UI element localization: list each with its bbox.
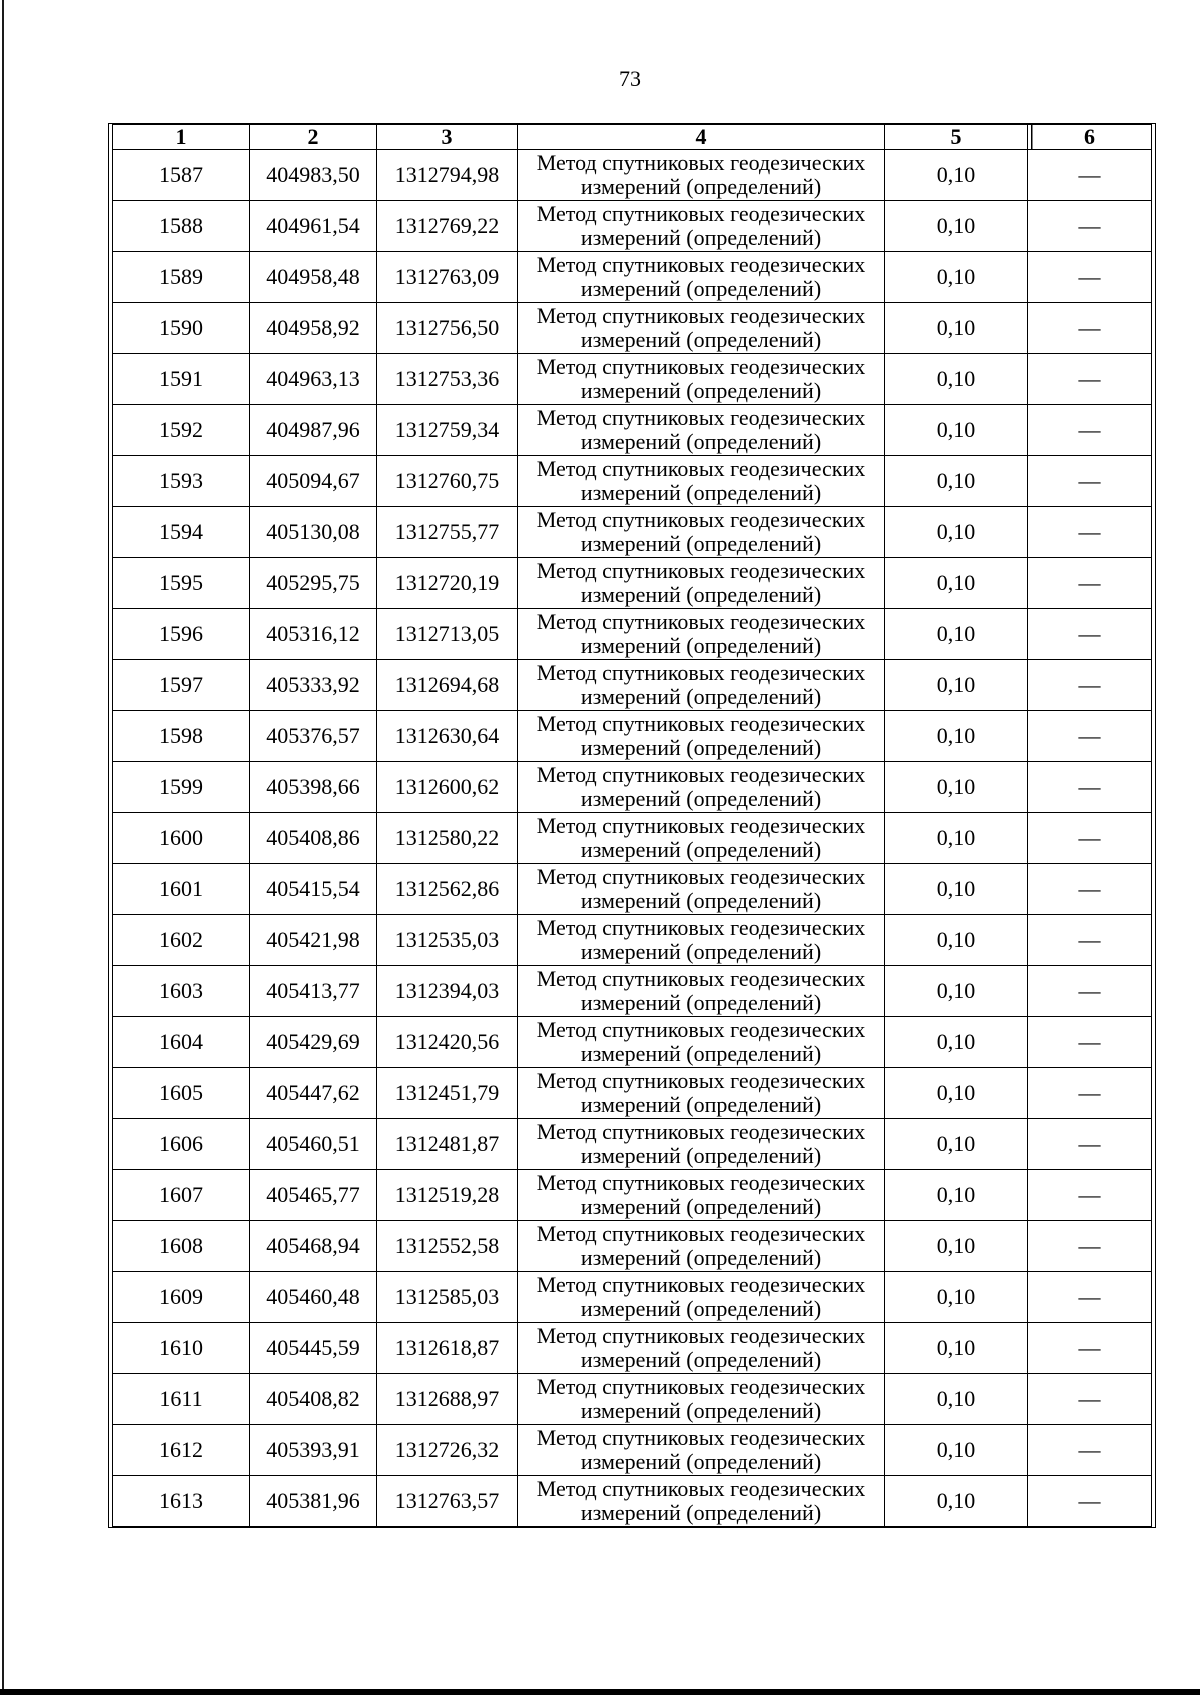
cell-col-4: Метод спутниковых геодезических измерений (определений) <box>518 864 885 915</box>
cell-col-4: Метод спутниковых геодезических измерений (определений) <box>518 1068 885 1119</box>
cell-col-2: 405381,96 <box>250 1476 377 1527</box>
cell-col-6: — <box>1028 711 1152 762</box>
cell-col-3: 1312720,19 <box>377 558 518 609</box>
cell-col-3: 1312618,87 <box>377 1323 518 1374</box>
cell-col-3: 1312726,32 <box>377 1425 518 1476</box>
cell-col-4: Метод спутниковых геодезических измерений (определений) <box>518 966 885 1017</box>
cell-col-2: 405429,69 <box>250 1017 377 1068</box>
cell-col-5: 0,10 <box>885 405 1028 456</box>
table-row <box>113 507 1152 558</box>
cell-col-2: 404958,92 <box>250 303 377 354</box>
table-row <box>113 1119 1152 1170</box>
cell-col-1: 1603 <box>113 966 250 1017</box>
cell-col-1: 1607 <box>113 1170 250 1221</box>
cell-col-1: 1596 <box>113 609 250 660</box>
cell-col-5: 0,10 <box>885 1017 1028 1068</box>
cell-col-4: Метод спутниковых геодезических измерений (определений) <box>518 762 885 813</box>
cell-col-2: 405316,12 <box>250 609 377 660</box>
cell-col-1: 1589 <box>113 252 250 303</box>
cell-col-3: 1312763,57 <box>377 1476 518 1527</box>
cell-col-4: Метод спутниковых геодезических измерений (определений) <box>518 609 885 660</box>
cell-col-5: 0,10 <box>885 252 1028 303</box>
cell-col-2: 405376,57 <box>250 711 377 762</box>
cell-col-4: Метод спутниковых геодезических измерений (определений) <box>518 660 885 711</box>
cell-col-4: Метод спутниковых геодезических измерений (определений) <box>518 1221 885 1272</box>
table-row <box>113 354 1152 405</box>
cell-col-3: 1312769,22 <box>377 201 518 252</box>
cell-col-1: 1611 <box>113 1374 250 1425</box>
cell-col-2: 405445,59 <box>250 1323 377 1374</box>
cell-col-5: 0,10 <box>885 660 1028 711</box>
cell-col-2: 404961,54 <box>250 201 377 252</box>
cell-col-5: 0,10 <box>885 1374 1028 1425</box>
table-row <box>113 1170 1152 1221</box>
cell-col-6: — <box>1028 1221 1152 1272</box>
cell-col-6: — <box>1028 201 1152 252</box>
column-header-3: 3 <box>377 125 518 150</box>
cell-col-2: 405094,67 <box>250 456 377 507</box>
cell-col-6: — <box>1028 1119 1152 1170</box>
cell-col-3: 1312759,34 <box>377 405 518 456</box>
cell-col-1: 1605 <box>113 1068 250 1119</box>
cell-col-2: 405398,66 <box>250 762 377 813</box>
cell-col-2: 404987,96 <box>250 405 377 456</box>
cell-col-1: 1602 <box>113 915 250 966</box>
table-row <box>113 252 1152 303</box>
cell-col-2: 405460,51 <box>250 1119 377 1170</box>
cell-col-4: Метод спутниковых геодезических измерений (определений) <box>518 354 885 405</box>
cell-col-3: 1312755,77 <box>377 507 518 558</box>
cell-col-5: 0,10 <box>885 813 1028 864</box>
cell-col-2: 405468,94 <box>250 1221 377 1272</box>
cell-col-5: 0,10 <box>885 1323 1028 1374</box>
cell-col-5: 0,10 <box>885 303 1028 354</box>
cell-col-5: 0,10 <box>885 1272 1028 1323</box>
cell-col-6: — <box>1028 558 1152 609</box>
cell-col-5: 0,10 <box>885 1170 1028 1221</box>
table-row <box>113 711 1152 762</box>
table-row <box>113 660 1152 711</box>
cell-col-6: — <box>1028 966 1152 1017</box>
cell-col-4: Метод спутниковых геодезических измерений (определений) <box>518 1323 885 1374</box>
cell-col-6: — <box>1028 303 1152 354</box>
cell-col-6: — <box>1028 660 1152 711</box>
cell-col-3: 1312713,05 <box>377 609 518 660</box>
cell-col-1: 1600 <box>113 813 250 864</box>
cell-col-4: Метод спутниковых геодезических измерений (определений) <box>518 1272 885 1323</box>
cell-col-6: — <box>1028 1374 1152 1425</box>
table-row <box>113 915 1152 966</box>
cell-col-5: 0,10 <box>885 1425 1028 1476</box>
cell-col-6: — <box>1028 1323 1152 1374</box>
cell-col-1: 1597 <box>113 660 250 711</box>
table-row <box>113 609 1152 660</box>
cell-col-5: 0,10 <box>885 354 1028 405</box>
cell-col-5: 0,10 <box>885 456 1028 507</box>
cell-col-2: 405421,98 <box>250 915 377 966</box>
cell-col-1: 1599 <box>113 762 250 813</box>
cell-col-1: 1591 <box>113 354 250 405</box>
table-row <box>113 1425 1152 1476</box>
table-header <box>113 125 1152 150</box>
cell-col-4: Метод спутниковых геодезических измерений (определений) <box>518 405 885 456</box>
table-row <box>113 864 1152 915</box>
cell-col-6: — <box>1028 762 1152 813</box>
cell-col-1: 1588 <box>113 201 250 252</box>
cell-col-1: 1613 <box>113 1476 250 1527</box>
cell-col-6: — <box>1028 456 1152 507</box>
table-row <box>113 1068 1152 1119</box>
cell-col-3: 1312535,03 <box>377 915 518 966</box>
cell-col-4: Метод спутниковых геодезических измерений (определений) <box>518 1374 885 1425</box>
cell-col-5: 0,10 <box>885 609 1028 660</box>
cell-col-6: — <box>1028 1425 1152 1476</box>
table-row <box>113 1272 1152 1323</box>
cell-col-3: 1312794,98 <box>377 150 518 201</box>
cell-col-4: Метод спутниковых геодезических измерений (определений) <box>518 252 885 303</box>
cell-col-4: Метод спутниковых геодезических измерений (определений) <box>518 456 885 507</box>
cell-col-4: Метод спутниковых геодезических измерений (определений) <box>518 1119 885 1170</box>
cell-col-4: Метод спутниковых геодезических измерений (определений) <box>518 558 885 609</box>
cell-col-5: 0,10 <box>885 150 1028 201</box>
cell-col-6: — <box>1028 609 1152 660</box>
cell-col-3: 1312562,86 <box>377 864 518 915</box>
page-edge-line <box>2 0 4 1689</box>
cell-col-1: 1608 <box>113 1221 250 1272</box>
table-row <box>113 1374 1152 1425</box>
cell-col-5: 0,10 <box>885 1068 1028 1119</box>
cell-col-6: — <box>1028 507 1152 558</box>
cell-col-6: — <box>1028 1476 1152 1527</box>
cell-col-5: 0,10 <box>885 711 1028 762</box>
column-header-5: 5 <box>885 125 1028 150</box>
cell-col-3: 1312630,64 <box>377 711 518 762</box>
cell-col-2: 405393,91 <box>250 1425 377 1476</box>
cell-col-2: 405460,48 <box>250 1272 377 1323</box>
cell-col-4: Метод спутниковых геодезических измерений (определений) <box>518 201 885 252</box>
cell-col-3: 1312585,03 <box>377 1272 518 1323</box>
table-row <box>113 558 1152 609</box>
cell-col-1: 1609 <box>113 1272 250 1323</box>
cell-col-6: — <box>1028 813 1152 864</box>
column-header-4: 4 <box>518 125 885 150</box>
cell-col-6: — <box>1028 252 1152 303</box>
cell-col-6: — <box>1028 864 1152 915</box>
cell-col-2: 405413,77 <box>250 966 377 1017</box>
cell-col-3: 1312688,97 <box>377 1374 518 1425</box>
cell-col-2: 405408,82 <box>250 1374 377 1425</box>
cell-col-5: 0,10 <box>885 762 1028 813</box>
cell-col-6: — <box>1028 354 1152 405</box>
table-row <box>113 456 1152 507</box>
table-header-row <box>113 125 1152 150</box>
cell-col-3: 1312394,03 <box>377 966 518 1017</box>
cell-col-6: — <box>1028 405 1152 456</box>
cell-col-1: 1606 <box>113 1119 250 1170</box>
cell-col-5: 0,10 <box>885 558 1028 609</box>
cell-col-1: 1590 <box>113 303 250 354</box>
column-header-6: 6 <box>1028 125 1152 150</box>
table-frame <box>108 123 1156 1528</box>
cell-col-1: 1612 <box>113 1425 250 1476</box>
table-row <box>113 762 1152 813</box>
cell-col-3: 1312451,79 <box>377 1068 518 1119</box>
cell-col-3: 1312694,68 <box>377 660 518 711</box>
cell-col-5: 0,10 <box>885 1476 1028 1527</box>
cell-col-2: 404958,48 <box>250 252 377 303</box>
cell-col-1: 1601 <box>113 864 250 915</box>
cell-col-5: 0,10 <box>885 864 1028 915</box>
table-body <box>113 150 1152 1527</box>
cell-col-5: 0,10 <box>885 507 1028 558</box>
table-row <box>113 1323 1152 1374</box>
cell-col-4: Метод спутниковых геодезических измерений (определений) <box>518 711 885 762</box>
cell-col-3: 1312756,50 <box>377 303 518 354</box>
column-header-2: 2 <box>250 125 377 150</box>
table-row <box>113 150 1152 201</box>
table-row <box>113 303 1152 354</box>
cell-col-5: 0,10 <box>885 1221 1028 1272</box>
cell-col-4: Метод спутниковых геодезических измерений (определений) <box>518 303 885 354</box>
cell-col-3: 1312600,62 <box>377 762 518 813</box>
cell-col-5: 0,10 <box>885 1119 1028 1170</box>
cell-col-2: 405465,77 <box>250 1170 377 1221</box>
cell-col-1: 1595 <box>113 558 250 609</box>
cell-col-6: — <box>1028 1170 1152 1221</box>
cell-col-4: Метод спутниковых геодезических измерений (определений) <box>518 150 885 201</box>
page-bottom-bar <box>0 1689 1200 1695</box>
table-row <box>113 1221 1152 1272</box>
cell-col-4: Метод спутниковых геодезических измерений (определений) <box>518 507 885 558</box>
cell-col-1: 1594 <box>113 507 250 558</box>
cell-col-6: — <box>1028 1068 1152 1119</box>
cell-col-3: 1312580,22 <box>377 813 518 864</box>
cell-col-3: 1312760,75 <box>377 456 518 507</box>
cell-col-1: 1598 <box>113 711 250 762</box>
cell-col-1: 1587 <box>113 150 250 201</box>
cell-col-2: 405447,62 <box>250 1068 377 1119</box>
table-row <box>113 405 1152 456</box>
cell-col-3: 1312420,56 <box>377 1017 518 1068</box>
cell-col-6: — <box>1028 915 1152 966</box>
cell-col-4: Метод спутниковых геодезических измерений (определений) <box>518 1170 885 1221</box>
cell-col-1: 1593 <box>113 456 250 507</box>
cell-col-5: 0,10 <box>885 966 1028 1017</box>
cell-col-4: Метод спутниковых геодезических измерений (определений) <box>518 813 885 864</box>
cell-col-5: 0,10 <box>885 201 1028 252</box>
cell-col-5: 0,10 <box>885 915 1028 966</box>
cell-col-2: 404963,13 <box>250 354 377 405</box>
cell-col-1: 1592 <box>113 405 250 456</box>
table-row <box>113 966 1152 1017</box>
table-row <box>113 201 1152 252</box>
cell-col-4: Метод спутниковых геодезических измерений (определений) <box>518 1017 885 1068</box>
table-row <box>113 1476 1152 1527</box>
cell-col-6: — <box>1028 1017 1152 1068</box>
cell-col-6: — <box>1028 1272 1152 1323</box>
cell-col-3: 1312519,28 <box>377 1170 518 1221</box>
cell-col-2: 405130,08 <box>250 507 377 558</box>
cell-col-3: 1312753,36 <box>377 354 518 405</box>
cell-col-2: 405295,75 <box>250 558 377 609</box>
cell-col-1: 1604 <box>113 1017 250 1068</box>
cell-col-2: 405408,86 <box>250 813 377 864</box>
cell-col-4: Метод спутниковых геодезических измерений (определений) <box>518 915 885 966</box>
cell-col-3: 1312552,58 <box>377 1221 518 1272</box>
cell-col-2: 404983,50 <box>250 150 377 201</box>
cell-col-6: — <box>1028 150 1152 201</box>
cell-col-3: 1312481,87 <box>377 1119 518 1170</box>
column-header-1: 1 <box>113 125 250 150</box>
cell-col-4: Метод спутниковых геодезических измерений (определений) <box>518 1425 885 1476</box>
table-row <box>113 1017 1152 1068</box>
cell-col-3: 1312763,09 <box>377 252 518 303</box>
cell-col-1: 1610 <box>113 1323 250 1374</box>
cell-col-2: 405415,54 <box>250 864 377 915</box>
data-table <box>112 124 1152 1527</box>
cell-col-2: 405333,92 <box>250 660 377 711</box>
table-row <box>113 813 1152 864</box>
cell-col-4: Метод спутниковых геодезических измерений (определений) <box>518 1476 885 1527</box>
page-number: 73 <box>619 66 641 91</box>
